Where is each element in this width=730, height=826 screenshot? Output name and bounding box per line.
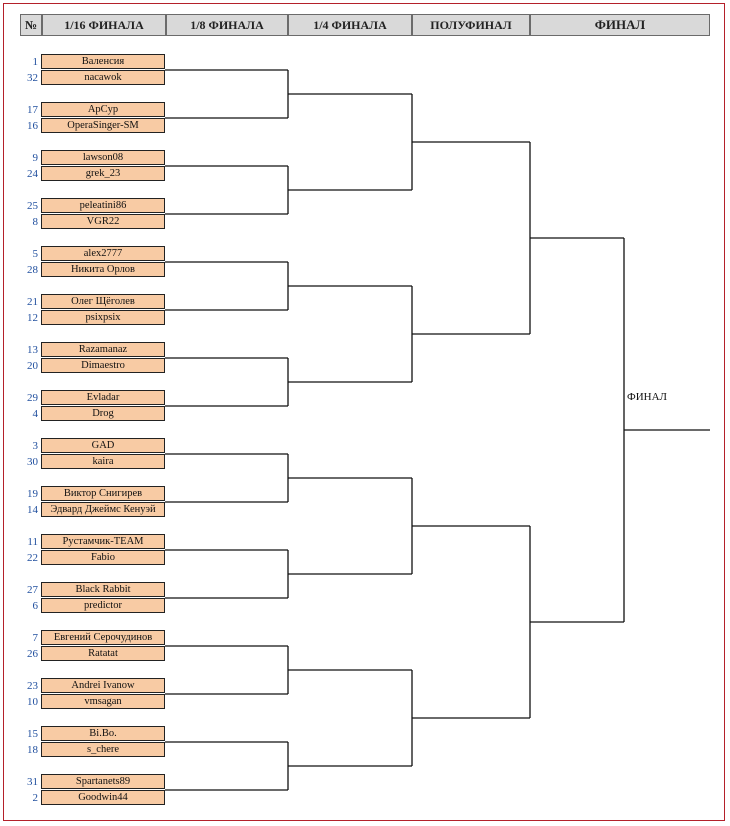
seed-number: 13	[27, 344, 38, 356]
seed-number: 24	[27, 168, 38, 180]
team-cell: Эдвард Джеймс Кенуэй	[41, 502, 165, 517]
team-cell: ApCyp	[41, 102, 165, 117]
header-number: №	[20, 14, 42, 36]
final-slot-label: ФИНАЛ	[627, 391, 667, 403]
seed-number: 31	[27, 776, 38, 788]
seed-number: 30	[27, 456, 38, 468]
seed-number: 27	[27, 584, 38, 596]
team-cell: Evladar	[41, 390, 165, 405]
team-cell: predictor	[41, 598, 165, 613]
seed-number: 17	[27, 104, 38, 116]
seed-number: 29	[27, 392, 38, 404]
seed-number: 15	[27, 728, 38, 740]
seed-number: 16	[27, 120, 38, 132]
seed-number: 14	[27, 504, 38, 516]
seed-number: 12	[27, 312, 38, 324]
header-quarterfinal: 1/4 ФИНАЛА	[288, 14, 412, 36]
seed-number: 18	[27, 744, 38, 756]
seed-number: 19	[27, 488, 38, 500]
team-cell: OperaSinger-SM	[41, 118, 165, 133]
team-cell: vmsagan	[41, 694, 165, 709]
team-cell: peleatini86	[41, 198, 165, 213]
team-cell: Виктор Снигирев	[41, 486, 165, 501]
seed-number: 28	[27, 264, 38, 276]
seed-number: 22	[27, 552, 38, 564]
team-cell: Валенсия	[41, 54, 165, 69]
team-cell: Никита Орлов	[41, 262, 165, 277]
team-cell: Dimaestro	[41, 358, 165, 373]
seed-number: 2	[32, 792, 38, 804]
seed-number: 23	[27, 680, 38, 692]
header-round-of-32: 1/16 ФИНАЛА	[42, 14, 166, 36]
team-cell: Andrei Ivanow	[41, 678, 165, 693]
team-cell: Bi.Bo.	[41, 726, 165, 741]
seed-number: 4	[32, 408, 38, 420]
seed-number: 5	[32, 248, 38, 260]
seed-number: 32	[27, 72, 38, 84]
seed-number: 10	[27, 696, 38, 708]
team-cell: Drog	[41, 406, 165, 421]
team-cell: GAD	[41, 438, 165, 453]
seed-number: 20	[27, 360, 38, 372]
team-cell: nacawok	[41, 70, 165, 85]
team-cell: grek_23	[41, 166, 165, 181]
team-cell: Spartanets89	[41, 774, 165, 789]
team-cell: Goodwin44	[41, 790, 165, 805]
seed-number: 11	[27, 536, 38, 548]
team-cell: Евгений Серочудинов	[41, 630, 165, 645]
header-final: ФИНАЛ	[530, 14, 710, 36]
seed-number: 26	[27, 648, 38, 660]
header-semifinal: ПОЛУФИНАЛ	[412, 14, 530, 36]
team-cell: Fabio	[41, 550, 165, 565]
team-cell: Black Rabbit	[41, 582, 165, 597]
seed-number: 25	[27, 200, 38, 212]
seed-number: 1	[32, 56, 38, 68]
seed-number: 9	[32, 152, 38, 164]
team-cell: lawson08	[41, 150, 165, 165]
team-cell: s_chere	[41, 742, 165, 757]
seed-number: 3	[32, 440, 38, 452]
team-cell: Рустамчик-TEAM	[41, 534, 165, 549]
team-cell: Олег Щёголев	[41, 294, 165, 309]
team-cell: alex2777	[41, 246, 165, 261]
seed-number: 8	[32, 216, 38, 228]
seed-number: 21	[27, 296, 38, 308]
seed-number: 6	[32, 600, 38, 612]
team-cell: Ratatat	[41, 646, 165, 661]
header-round-of-16: 1/8 ФИНАЛА	[166, 14, 288, 36]
team-cell: psixpsix	[41, 310, 165, 325]
team-cell: Razamanaz	[41, 342, 165, 357]
team-cell: kaira	[41, 454, 165, 469]
seed-number: 7	[32, 632, 38, 644]
team-cell: VGR22	[41, 214, 165, 229]
